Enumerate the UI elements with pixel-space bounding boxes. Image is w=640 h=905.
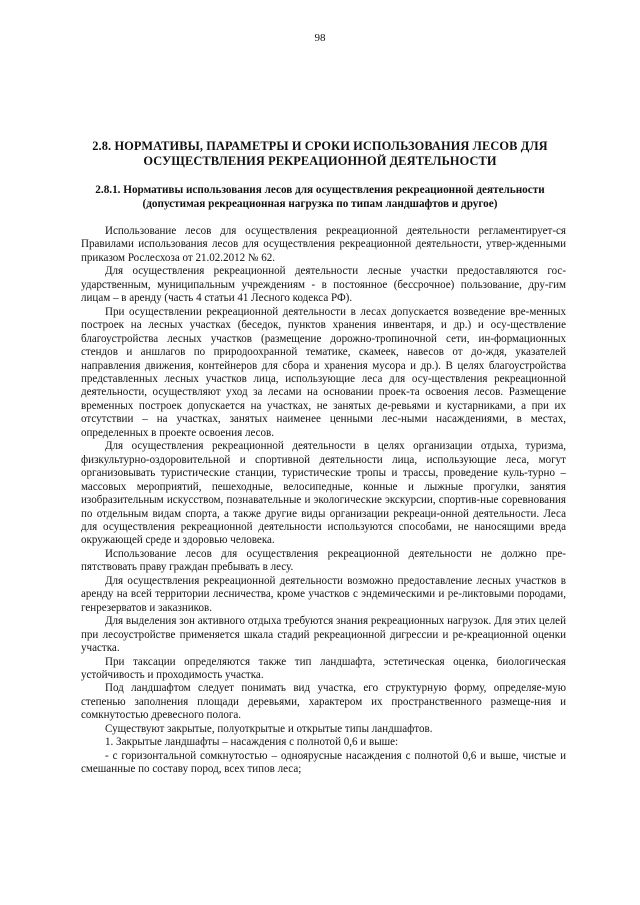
paragraph: Для осуществления рекреационной деятельности лесные участки предоставляются гос-ударственным, муниципальным учреждениям - в постоянное (бессрочное) пользование, дру-гим лицам – в аренду (часть 4 статьи 41 Лесного кодекса РФ). (81, 265, 566, 305)
paragraph: Для выделения зон активного отдыха требуются знания рекреационных нагрузок. Для этих целей при лесоустройстве применяется шкала стадий рекреационной дигрессии и ре-креационной оценки участка. (81, 615, 566, 655)
paragraph: Для осуществления рекреационной деятельности возможно предоставление лесных участков в аренду на всей территории лесничества, кроме участков с эндемическими и ре-ликтовыми породами, генрезерватов и заказников. (81, 574, 566, 614)
paragraph: При осуществлении рекреационной деятельности в лесах допускается возведение вре-менных построек на лесных участках (беседок, пунктов хранения инвентаря, и др.) и осу-ществление благоустройства лесных участков (размещение дорожно-тропиночной сети, ин-формационных стендов и аншлагов по природоохранной тематике, скамеек, навесов от до-ждя, указателей направления движения, контейнеров для сбора и хранения мусора и др.). В целях благоустройства представленных лесных участков лица, использующие леса для осу-ществления рекреационной деятельности, осуществляют уход за лесами на основании проек-та освоения лесов. Размещение временных построек допускается на участках, не занятых де-ревьями и кустарниками, а при их отсутствии – на участках, занятых наименее ценными лес-ными насаждениями, в местах, определенных в проекте освоения лесов. (81, 305, 566, 439)
paragraph: Использование лесов для осуществления рекреационной деятельности не должно пре-пятствовать праву граждан пребывать в лесу. (81, 547, 566, 574)
page-number: 98 (314, 32, 326, 44)
section-title: 2.8. НОРМАТИВЫ, ПАРАМЕТРЫ И СРОКИ ИСПОЛЬЗОВАНИЯ ЛЕСОВ ДЛЯ ОСУЩЕСТВЛЕНИЯ РЕКРЕАЦИОННОЙ ДЕЯТЕЛЬНОСТИ (92, 139, 548, 168)
paragraph: Существуют закрытые, полуоткрытые и открытые типы ландшафтов. (105, 722, 433, 735)
body-text (81, 225, 566, 777)
paragraph: Под ландшафтом следует понимать вид участка, его структурную форму, определяе-мую степенью заполнения площади деревьями, характером их пространственного размеще-ния и сомкнутостью древесного полога. (81, 682, 566, 722)
paragraph: Использование лесов для осуществления рекреационной деятельности регламентирует-ся Правилами использования лесов для осуществления рекреационной деятельности, утвер-жденными приказом Рослесхоза от 21.02.2012 № 62. (81, 225, 566, 264)
paragraph: Для осуществления рекреационной деятельности в целях организации отдыха, туризма, физкультурно-оздоровительной и спортивной деятельности лица, использующие леса, могут организовывать туристические станции, туристические тропы и трассы, проведение куль-турно – массовых мероприятий, пешеходные, велосипедные, конные и лыжные прогулки, занятия изобразительным искусством, познавательные и экологические экскурсии, спортив-ные соревнования по отдельным видам спорта, а также другие виды организации рекреаци-онной деятельности. Леса для осуществления рекреационной деятельности используются способами, не наносящими вреда окружающей среде и здоровью человека. (81, 440, 566, 547)
list-item: 1. Закрытые ландшафты – насаждения с полнотой 0,6 и выше: (105, 736, 399, 749)
list-item: - с горизонтальной сомкнутостью – одноярусные насаждения с полнотой 0,6 и выше, чистые и смешанные по составу пород, всех типов леса; (81, 749, 566, 776)
subsection-title: 2.8.1. Нормативы использования лесов для осуществления рекреационной деятельности (допустимая рекреационная нагрузка по типам ландшафтов и другое) (95, 184, 545, 210)
paragraph: При таксации определяются также тип ландшафта, эстетическая оценка, биологическая устойчивость и проходимость участка. (81, 655, 566, 681)
